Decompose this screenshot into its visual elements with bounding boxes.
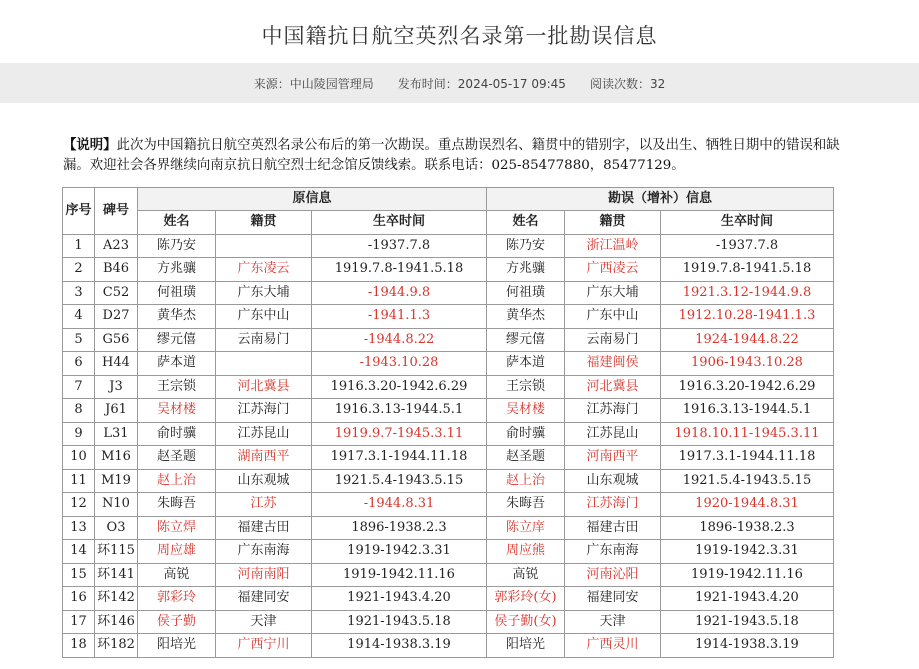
orig-native <box>216 234 312 258</box>
corr-dates: 1921-1943.4.20 <box>661 587 834 611</box>
corr-native: 广西凌云 <box>565 258 661 282</box>
orig-native: 福建同安 <box>216 587 312 611</box>
corr-dates: 1914-1938.3.19 <box>661 634 834 658</box>
orig-dates: 1919-1942.11.16 <box>312 563 487 587</box>
corr-dates: 1919.7.8-1941.5.18 <box>661 258 834 282</box>
row-code: N10 <box>95 493 138 517</box>
page-title: 中国籍抗日航空英烈名录第一批勘误信息 <box>261 24 658 48</box>
orig-dates: 1919.7.8-1941.5.18 <box>312 258 487 282</box>
orig-dates: 1921-1943.4.20 <box>312 587 487 611</box>
row-seq: 12 <box>63 493 95 517</box>
table-row <box>63 587 834 611</box>
corr-name: 缪元僖 <box>487 328 565 352</box>
header-orig-dates: 生卒时间 <box>312 211 487 235</box>
row-code: M19 <box>95 469 138 493</box>
orig-native: 河北冀县 <box>216 375 312 399</box>
table-row <box>63 234 834 258</box>
orig-dates: 1921-1943.5.18 <box>312 610 487 634</box>
corr-name: 陈乃安 <box>487 234 565 258</box>
orig-name: 阳培光 <box>138 634 216 658</box>
corr-native: 广东南海 <box>565 540 661 564</box>
corr-dates: -1937.7.8 <box>661 234 834 258</box>
corr-name: 赵圣题 <box>487 446 565 470</box>
row-code: G56 <box>95 328 138 352</box>
corr-native: 广东大埔 <box>565 281 661 305</box>
corr-dates: 1916.3.13-1944.5.1 <box>661 399 834 423</box>
table-row <box>63 375 834 399</box>
corr-native: 河南西平 <box>565 446 661 470</box>
orig-name: 王宗锁 <box>138 375 216 399</box>
orig-native: 广东大埔 <box>216 281 312 305</box>
corr-name: 高锐 <box>487 563 565 587</box>
orig-name: 侯子勤 <box>138 610 216 634</box>
orig-native: 广东南海 <box>216 540 312 564</box>
table-row <box>63 610 834 634</box>
table-row <box>63 399 834 423</box>
table-row <box>63 563 834 587</box>
header-corrected: 勘误（增补）信息 <box>487 188 834 211</box>
corr-name: 陈立庠 <box>487 516 565 540</box>
row-seq: 17 <box>63 610 95 634</box>
corr-dates: 1921-1943.5.18 <box>661 610 834 634</box>
row-code: H44 <box>95 352 138 376</box>
orig-native: 天津 <box>216 610 312 634</box>
corr-native: 山东观城 <box>565 469 661 493</box>
corr-native: 河北冀县 <box>565 375 661 399</box>
row-code: J61 <box>95 399 138 423</box>
orig-native: 河南南阳 <box>216 563 312 587</box>
note-text: 此次为中国籍抗日航空英烈名录公布后的第一次勘误。重点勘误烈名、籍贯中的错别字，以及出生、牺牲日期中的错误和缺漏。欢迎社会各界继续向南京抗日航空烈士纪念馆反馈线索。联系电话：025-85477880，85477129。 <box>63 138 840 173</box>
corr-dates: 1918.10.11-1945.3.11 <box>661 422 834 446</box>
view-count: 阅读次数：32 <box>589 76 666 91</box>
row-code: 环141 <box>95 563 138 587</box>
table-row <box>63 493 834 517</box>
table-row <box>63 328 834 352</box>
orig-name: 陈立焊 <box>138 516 216 540</box>
orig-dates: 1921.5.4-1943.5.15 <box>312 469 487 493</box>
corr-native: 江苏昆山 <box>565 422 661 446</box>
corr-name: 俞时骥 <box>487 422 565 446</box>
orig-name: 高锐 <box>138 563 216 587</box>
corr-dates: 1920-1944.8.31 <box>661 493 834 517</box>
table-subheader-row <box>63 211 834 235</box>
orig-dates: 1919-1942.3.31 <box>312 540 487 564</box>
orig-dates: 1916.3.13-1944.5.1 <box>312 399 487 423</box>
orig-name: 陈乃安 <box>138 234 216 258</box>
header-corr-native: 籍贯 <box>565 211 661 235</box>
header-orig-native: 籍贯 <box>216 211 312 235</box>
corr-dates: 1921.5.4-1943.5.15 <box>661 469 834 493</box>
row-seq: 3 <box>63 281 95 305</box>
row-code: C52 <box>95 281 138 305</box>
row-seq: 15 <box>63 563 95 587</box>
orig-native: 云南易门 <box>216 328 312 352</box>
publish-time: 发布时间：2024-05-17 09:45 <box>397 76 566 91</box>
row-code: O3 <box>95 516 138 540</box>
corr-native: 福建闽侯 <box>565 352 661 376</box>
row-code: 环142 <box>95 587 138 611</box>
row-seq: 5 <box>63 328 95 352</box>
header-corr-dates: 生卒时间 <box>661 211 834 235</box>
orig-native: 福建古田 <box>216 516 312 540</box>
row-seq: 18 <box>63 634 95 658</box>
orig-name: 赵上治 <box>138 469 216 493</box>
orig-dates: 1914-1938.3.19 <box>312 634 487 658</box>
corr-native: 福建古田 <box>565 516 661 540</box>
corr-name: 王宗锁 <box>487 375 565 399</box>
orig-native: 江苏昆山 <box>216 422 312 446</box>
corr-name: 阳培光 <box>487 634 565 658</box>
corr-name: 萨本道 <box>487 352 565 376</box>
orig-dates: 1916.3.20-1942.6.29 <box>312 375 487 399</box>
corr-dates: 1919-1942.3.31 <box>661 540 834 564</box>
corr-dates: 1896-1938.2.3 <box>661 516 834 540</box>
corr-native: 河南沁阳 <box>565 563 661 587</box>
note-tag: 【说明】 <box>63 137 117 153</box>
corr-name: 方兆骧 <box>487 258 565 282</box>
orig-dates: 1896-1938.2.3 <box>312 516 487 540</box>
row-seq: 16 <box>63 587 95 611</box>
row-code: M16 <box>95 446 138 470</box>
row-code: D27 <box>95 305 138 329</box>
row-code: B46 <box>95 258 138 282</box>
header-seq: 序号 <box>63 188 95 235</box>
orig-name: 黄华杰 <box>138 305 216 329</box>
row-code: 环182 <box>95 634 138 658</box>
row-seq: 10 <box>63 446 95 470</box>
corr-native: 广西灵川 <box>565 634 661 658</box>
row-code: L31 <box>95 422 138 446</box>
orig-name: 赵圣题 <box>138 446 216 470</box>
orig-native: 广东凌云 <box>216 258 312 282</box>
orig-name: 何祖璜 <box>138 281 216 305</box>
orig-dates: -1943.10.28 <box>312 352 487 376</box>
orig-native: 江苏 <box>216 493 312 517</box>
corr-name: 郭彩玲(女) <box>487 587 565 611</box>
row-seq: 2 <box>63 258 95 282</box>
table-row <box>63 446 834 470</box>
orig-dates: -1937.7.8 <box>312 234 487 258</box>
orig-dates: 1919.9.7-1945.3.11 <box>312 422 487 446</box>
row-seq: 1 <box>63 234 95 258</box>
orig-dates: -1941.1.3 <box>312 305 487 329</box>
orig-native: 江苏海门 <box>216 399 312 423</box>
orig-name: 缪元僖 <box>138 328 216 352</box>
table-row <box>63 516 834 540</box>
header-corr-name: 姓名 <box>487 211 565 235</box>
corr-name: 周应熊 <box>487 540 565 564</box>
explanation-note <box>63 135 863 176</box>
row-seq: 14 <box>63 540 95 564</box>
orig-dates: -1944.8.31 <box>312 493 487 517</box>
corr-native: 云南易门 <box>565 328 661 352</box>
corr-name: 何祖璜 <box>487 281 565 305</box>
orig-name: 周应雄 <box>138 540 216 564</box>
orig-dates: -1944.8.22 <box>312 328 487 352</box>
corr-dates: 1906-1943.10.28 <box>661 352 834 376</box>
row-code: 环115 <box>95 540 138 564</box>
header-orig-name: 姓名 <box>138 211 216 235</box>
row-seq: 11 <box>63 469 95 493</box>
corr-native: 福建同安 <box>565 587 661 611</box>
orig-name: 俞时骥 <box>138 422 216 446</box>
row-code: J3 <box>95 375 138 399</box>
orig-native: 湖南西平 <box>216 446 312 470</box>
corr-dates: 1919-1942.11.16 <box>661 563 834 587</box>
header-original: 原信息 <box>138 188 487 211</box>
orig-native: 广东中山 <box>216 305 312 329</box>
table-row <box>63 422 834 446</box>
row-seq: 8 <box>63 399 95 423</box>
corr-native: 广东中山 <box>565 305 661 329</box>
orig-native <box>216 352 312 376</box>
orig-name: 方兆骧 <box>138 258 216 282</box>
orig-dates: 1917.3.1-1944.11.18 <box>312 446 487 470</box>
row-seq: 9 <box>63 422 95 446</box>
corr-dates: 1916.3.20-1942.6.29 <box>661 375 834 399</box>
row-seq: 13 <box>63 516 95 540</box>
corr-dates: 1917.3.1-1944.11.18 <box>661 446 834 470</box>
corr-native: 浙江温岭 <box>565 234 661 258</box>
orig-dates: -1944.9.8 <box>312 281 487 305</box>
article-meta-bar <box>0 63 919 103</box>
table-row <box>63 305 834 329</box>
corr-name: 赵上治 <box>487 469 565 493</box>
table-row <box>63 281 834 305</box>
table-header-row <box>63 188 834 211</box>
corr-name: 吴材楼 <box>487 399 565 423</box>
corr-name: 黄华杰 <box>487 305 565 329</box>
orig-name: 郭彩玲 <box>138 587 216 611</box>
orig-name: 朱晦吾 <box>138 493 216 517</box>
row-seq: 4 <box>63 305 95 329</box>
table-row <box>63 469 834 493</box>
corr-native: 江苏海门 <box>565 399 661 423</box>
corr-dates: 1912.10.28-1941.1.3 <box>661 305 834 329</box>
table-row <box>63 258 834 282</box>
table-row <box>63 634 834 658</box>
row-seq: 7 <box>63 375 95 399</box>
corr-native: 江苏海门 <box>565 493 661 517</box>
row-seq: 6 <box>63 352 95 376</box>
row-code: A23 <box>95 234 138 258</box>
corrections-table <box>62 187 834 658</box>
row-code: 环146 <box>95 610 138 634</box>
orig-name: 萨本道 <box>138 352 216 376</box>
corr-name: 侯子勤(女) <box>487 610 565 634</box>
header-code: 碑号 <box>95 188 138 235</box>
corr-native: 天津 <box>565 610 661 634</box>
table-row <box>63 540 834 564</box>
table-row <box>63 352 834 376</box>
corr-dates: 1924-1944.8.22 <box>661 328 834 352</box>
orig-name: 吴材楼 <box>138 399 216 423</box>
corr-dates: 1921.3.12-1944.9.8 <box>661 281 834 305</box>
orig-native: 广西宁川 <box>216 634 312 658</box>
table-body <box>63 234 834 657</box>
source-label: 来源：中山陵园管理局 <box>253 76 374 91</box>
orig-native: 山东观城 <box>216 469 312 493</box>
corr-name: 朱晦吾 <box>487 493 565 517</box>
